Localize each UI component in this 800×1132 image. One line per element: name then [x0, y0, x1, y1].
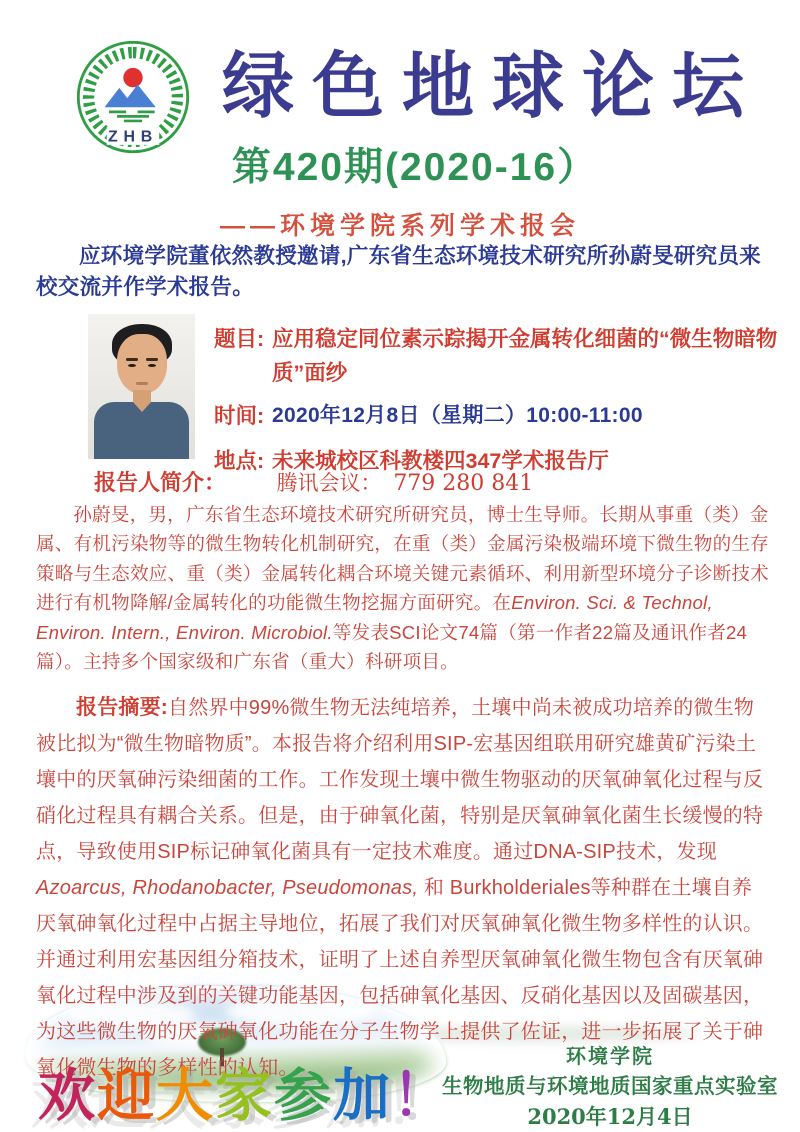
- welcome-char-1: 迎: [97, 1064, 156, 1128]
- photo-face: [117, 334, 167, 394]
- topic-label: 题目:: [214, 327, 265, 351]
- meeting-label: 腾讯会议：: [276, 472, 382, 495]
- photo-eye: [148, 364, 156, 367]
- welcome-char-2: 大: [156, 1064, 215, 1128]
- venue-value: 未来城校区科教楼四347学术报告厅: [272, 449, 609, 473]
- welcome-char-4: 参: [274, 1064, 333, 1128]
- welcome-char-5: 加: [333, 1064, 392, 1128]
- welcome-char-0: 欢: [38, 1064, 97, 1128]
- topic-row: [214, 322, 790, 390]
- issue-number: 第420期(2020-16）: [231, 146, 599, 189]
- footer-laboratory: 生物地质与环境地质国家重点实验室: [442, 1075, 778, 1098]
- speaker-photo: [88, 314, 195, 459]
- photo-brow: [126, 358, 138, 361]
- forum-title: 绿色地球论坛: [221, 47, 762, 127]
- speaker-intro-label: 报告人简介：: [94, 470, 227, 495]
- abstract-label: 报告摘要:: [76, 696, 168, 719]
- footer-date: 2020年12月4日: [527, 1104, 693, 1129]
- time-value: 2020年12月8日（星期二）10:00-11:00: [272, 404, 643, 427]
- time-row: [214, 399, 790, 433]
- footer-college: 环境学院: [566, 1046, 654, 1068]
- photo-eye: [128, 364, 136, 367]
- abstract-genera-italic: Azoarcus, Rhodanobacter, Pseudomonas,: [36, 877, 419, 899]
- invitation-text: 应环境学院董依然教授邀请,广东省生态环境技术研究所孙蔚旻研究员来校交流并作学术报告。: [36, 244, 762, 299]
- meeting-id: 779 280 841: [393, 471, 534, 496]
- series-subtitle: ——环境学院系列学术报会: [219, 212, 580, 240]
- footer-block: [430, 1042, 790, 1132]
- bio-text: 等发表SCI论文74篇（第一作者22篇及通讯作者24篇）。主持多个国家级和广东省（重大）科研项目。: [36, 621, 748, 673]
- photo-mouth: [136, 382, 148, 385]
- sun-icon: [123, 68, 142, 87]
- topic-value: 应用稳定同位素示踪揭开金属转化细菌的“微生物暗物质”面纱: [272, 327, 778, 385]
- welcome-char-3: 家: [215, 1064, 274, 1128]
- welcome-char-6: ！: [392, 1064, 451, 1128]
- bio-text: 孙蔚旻，男，广东省生态环境技术研究所研究员，博士生导师。长期从事重（类）金属、有机污染物等的微生物转化机制研究，在重（类）金属污染极端环境下微生物的生存策略与生态效应、重（类）金属转化耦合环境关键元素循环、利用新型环境分子诊断技术进行有机物降解/金属转化的功能微生物挖掘方面研究。在: [36, 504, 769, 614]
- welcome-banner: [38, 1050, 451, 1132]
- tencent-meeting: [276, 472, 533, 495]
- logo-acronym: ZHB: [108, 128, 158, 146]
- photo-brow: [146, 358, 158, 361]
- abstract-text: 和 Burkholderiales等种群在土壤自养厌氧砷氧化过程中占据主导地位，拓展了我们对厌氧砷氧化微生物多样性的认识。并通过利用宏基因组分箱技术，证明了上述自养型厌氧砷氧化微生物包含有厌氧砷氧化过程中涉及到的关键功能基因，包括砷氧化基因、反硝化基因以及固碳基因，为这些微生物的厌氧砷氧化功能在分子生物学上提供了佐证，进一步拓展了关于砷氧化微生物的多样性的认知。: [36, 877, 764, 1079]
- abstract-text: 自然界中99%微生物无法纯培养，土壤中尚未被成功培养的微生物被比拟为“微生物暗物质”。本报告将介绍利用SIP-宏基因组联用研究雄黄矿污染土壤中的厌氧砷污染细菌的工作。工作发现土壤中微生物驱动的厌氧砷氧化过程与反硝化过程具有耦合关系。但是，由于砷氧化菌，特别是厌氧砷氧化菌生长缓慢的特点，导致使用SIP标记砷氧化菌具有一定技术难度。通过DNA-SIP技术，发现: [36, 697, 764, 863]
- bio-journals-italic: Environ. Sci. & Technol, Environ. Intern., Environ. Microbiol.: [36, 592, 713, 643]
- time-label: 时间:: [214, 404, 265, 428]
- seminar-abstract: [36, 690, 772, 1086]
- speaker-biography: [36, 500, 772, 676]
- seminar-details: [214, 322, 790, 478]
- venue-label: 地点:: [214, 449, 265, 473]
- speaker-intro-row: [94, 466, 774, 497]
